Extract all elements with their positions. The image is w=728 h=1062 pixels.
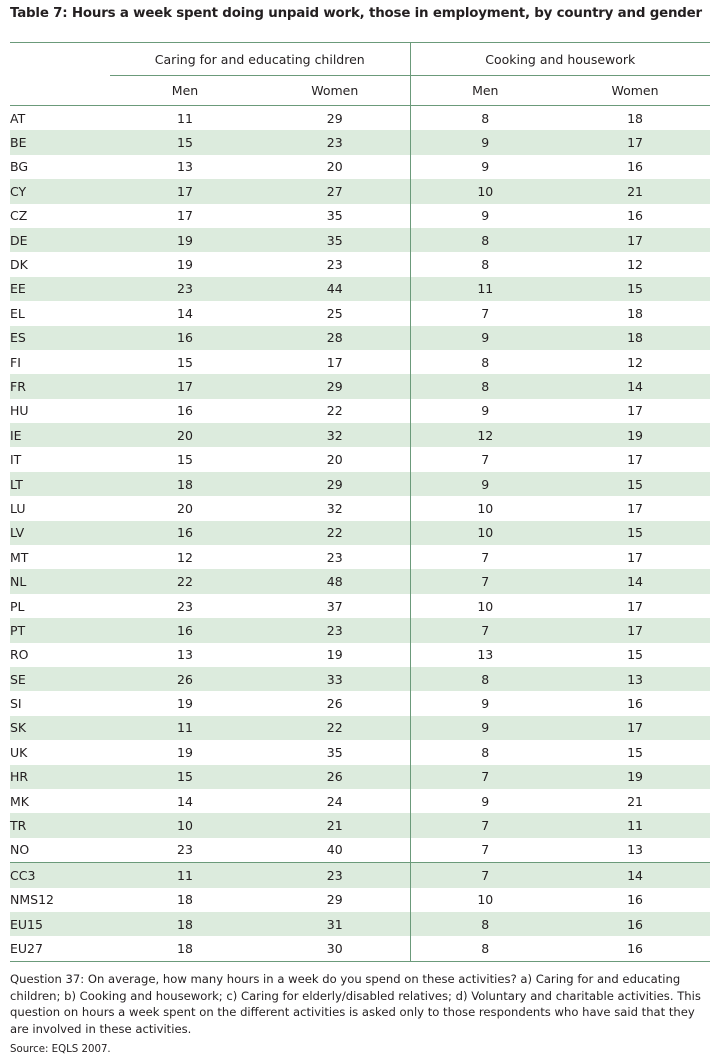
- caring-men-cell: 14: [177, 793, 193, 809]
- sub-header-caring-women: Women: [260, 76, 410, 106]
- table-row: [10, 496, 710, 520]
- caring-women-cell: 22: [326, 403, 343, 419]
- cooking-men-cell: 10: [410, 594, 560, 618]
- cooking-men-cell: 9: [410, 130, 560, 154]
- cooking-men-cell: 9: [410, 399, 560, 423]
- country-cell: SE: [10, 667, 110, 691]
- caring-women-cell: 32: [260, 423, 410, 447]
- table-row: [10, 130, 710, 154]
- cooking-women-cell: 15: [560, 472, 710, 496]
- table-row: [10, 765, 710, 789]
- country-cell: MK: [10, 793, 29, 809]
- country-cell: DK: [10, 257, 28, 273]
- caring-men-cell: 11: [110, 716, 260, 740]
- table-row: [10, 667, 710, 691]
- caring-men-cell: 11: [110, 863, 260, 888]
- cooking-men-cell: 8: [410, 252, 560, 276]
- table-row: [10, 789, 710, 813]
- cooking-men-cell: 7: [410, 838, 560, 863]
- country-cell: BE: [10, 130, 110, 154]
- cooking-men-cell: 7: [410, 863, 560, 888]
- caring-women-cell: 29: [260, 374, 410, 398]
- cooking-men-cell: 10: [410, 521, 560, 545]
- country-cell: NL: [10, 569, 110, 593]
- cooking-women-cell: 12: [627, 257, 643, 273]
- cooking-men-cell: 11: [410, 277, 560, 301]
- country-cell: DE: [10, 228, 110, 252]
- cooking-women-cell: 15: [627, 744, 643, 760]
- cooking-men-cell: 8: [410, 228, 560, 252]
- table-row: [10, 912, 710, 936]
- caring-men-cell: 23: [110, 277, 260, 301]
- country-cell: TR: [10, 813, 110, 837]
- caring-women-cell: 19: [326, 647, 343, 663]
- caring-women-cell: 28: [260, 326, 410, 350]
- cooking-men-cell: 7: [410, 618, 560, 642]
- caring-men-cell: 19: [177, 257, 193, 273]
- country-cell: NO: [10, 842, 30, 858]
- caring-women-cell: 17: [326, 354, 343, 370]
- cooking-women-cell: 11: [560, 813, 710, 837]
- caring-men-cell: 15: [177, 452, 193, 468]
- caring-men-cell: 10: [110, 813, 260, 837]
- caring-women-cell: 37: [326, 598, 343, 614]
- caring-women-cell: 23: [326, 549, 343, 565]
- table-row: [10, 643, 710, 667]
- caring-men-cell: 16: [110, 618, 260, 642]
- country-cell: BG: [10, 159, 29, 175]
- country-cell: HR: [10, 765, 110, 789]
- cooking-men-cell: 10: [410, 179, 560, 203]
- cooking-women-cell: 19: [560, 765, 710, 789]
- country-cell: FR: [10, 374, 110, 398]
- caring-men-cell: 12: [177, 549, 193, 565]
- caring-men-cell: 18: [110, 912, 260, 936]
- caring-women-cell: 29: [326, 892, 343, 908]
- cooking-men-cell: 7: [410, 447, 560, 471]
- table-row: [10, 423, 710, 447]
- cooking-women-cell: 17: [627, 500, 643, 516]
- caring-women-cell: 27: [260, 179, 410, 203]
- cooking-women-cell: 18: [560, 326, 710, 350]
- cooking-women-cell: 13: [560, 667, 710, 691]
- caring-women-cell: 44: [260, 277, 410, 301]
- country-cell: RO: [10, 647, 29, 663]
- country-cell: LV: [10, 521, 110, 545]
- caring-men-cell: 26: [110, 667, 260, 691]
- cooking-men-cell: 9: [410, 789, 560, 813]
- caring-men-cell: 16: [177, 403, 193, 419]
- cooking-men-cell: 8: [410, 106, 560, 131]
- cooking-women-cell: 15: [627, 647, 643, 663]
- caring-men-cell: 15: [110, 130, 260, 154]
- caring-women-cell: 25: [326, 305, 343, 321]
- country-cell: CZ: [10, 208, 28, 224]
- table-row: [10, 618, 710, 642]
- cooking-men-cell: 12: [410, 423, 560, 447]
- table-row: [10, 374, 710, 398]
- sub-header-cooking-women: Women: [560, 76, 710, 106]
- cooking-women-cell: 17: [560, 618, 710, 642]
- country-cell: UK: [10, 744, 28, 760]
- caring-men-cell: 15: [177, 354, 193, 370]
- cooking-women-cell: 14: [560, 569, 710, 593]
- table-row: [10, 106, 710, 131]
- table-row: [10, 888, 710, 912]
- cooking-men-cell: 8: [410, 912, 560, 936]
- country-cell: MT: [10, 549, 29, 565]
- cooking-men-cell: 8: [410, 740, 560, 764]
- cooking-men-cell: 13: [410, 643, 560, 667]
- caring-men-cell: 16: [110, 326, 260, 350]
- cooking-women-cell: 17: [560, 130, 710, 154]
- cooking-men-cell: 10: [410, 496, 560, 520]
- country-cell: SK: [10, 716, 110, 740]
- cooking-men-cell: 9: [410, 155, 560, 179]
- country-cell: IT: [10, 452, 22, 468]
- country-cell: HU: [10, 403, 29, 419]
- footnote: Question 37: On average, how many hours in a week do you spend on these activities? a) Caring for and educating children; b) Cooking and housework; c) Caring for elderly/disabled relatives; d) Voluntary and charitable activities. This question on hours a week spent on the different activities is asked only to those respondents who have said that they are involved in these activities.: [10, 972, 701, 1036]
- caring-women-cell: 31: [260, 912, 410, 936]
- caring-women-cell: 29: [260, 472, 410, 496]
- table-row: [10, 447, 710, 471]
- caring-women-cell: 24: [326, 793, 343, 809]
- caring-women-cell: 22: [260, 521, 410, 545]
- country-cell: EL: [10, 305, 25, 321]
- table-row: [10, 277, 710, 301]
- sub-header-row: [10, 76, 710, 106]
- table-row: [10, 204, 710, 228]
- cooking-women-cell: 19: [560, 423, 710, 447]
- caring-women-cell: 21: [260, 813, 410, 837]
- country-cell: EU27: [10, 936, 110, 961]
- cooking-men-cell: 8: [410, 350, 560, 374]
- country-cell: NMS12: [10, 892, 54, 908]
- caring-women-cell: 35: [260, 228, 410, 252]
- table-row: [10, 545, 710, 569]
- table-row: [10, 228, 710, 252]
- table-row: [10, 252, 710, 276]
- cooking-women-cell: 17: [627, 598, 643, 614]
- caring-women-cell: 23: [260, 130, 410, 154]
- caring-men-cell: 19: [177, 744, 193, 760]
- cooking-women-cell: 15: [560, 521, 710, 545]
- caring-women-cell: 35: [326, 744, 343, 760]
- cooking-women-cell: 17: [560, 716, 710, 740]
- caring-women-cell: 23: [326, 257, 343, 273]
- country-cell: ES: [10, 326, 110, 350]
- cooking-men-cell: 8: [410, 374, 560, 398]
- data-table: [10, 42, 710, 962]
- cooking-women-cell: 14: [560, 863, 710, 888]
- table-row: [10, 936, 710, 961]
- sub-header-caring-men: Men: [110, 76, 260, 106]
- cooking-men-cell: 9: [410, 326, 560, 350]
- country-cell: IE: [10, 423, 110, 447]
- cooking-women-cell: 13: [627, 842, 643, 858]
- country-cell: SI: [10, 696, 22, 712]
- cooking-men-cell: 7: [410, 813, 560, 837]
- caring-men-cell: 20: [110, 423, 260, 447]
- cooking-men-cell: 9: [410, 716, 560, 740]
- cooking-men-cell: 7: [410, 301, 560, 325]
- cooking-men-cell: 8: [410, 936, 560, 961]
- table-body: [10, 106, 710, 962]
- table-row: [10, 863, 710, 888]
- caring-women-cell: 30: [260, 936, 410, 961]
- caring-men-cell: 15: [110, 765, 260, 789]
- country-cell: AT: [10, 110, 26, 126]
- caring-women-cell: 23: [260, 863, 410, 888]
- cooking-men-cell: 9: [410, 472, 560, 496]
- caring-women-cell: 23: [260, 618, 410, 642]
- country-cell: FI: [10, 354, 21, 370]
- country-cell: EE: [10, 277, 110, 301]
- cooking-women-cell: 16: [627, 696, 643, 712]
- caring-men-cell: 16: [110, 521, 260, 545]
- country-cell: CC3: [10, 863, 110, 888]
- cooking-women-cell: 14: [560, 374, 710, 398]
- caring-women-cell: 20: [326, 452, 343, 468]
- country-cell: LT: [10, 472, 110, 496]
- group-header-caring: Caring for and educating children: [110, 43, 410, 76]
- country-cell: PT: [10, 618, 110, 642]
- caring-men-cell: 18: [110, 472, 260, 496]
- caring-women-cell: 22: [260, 716, 410, 740]
- cooking-men-cell: 7: [410, 569, 560, 593]
- table-row: [10, 569, 710, 593]
- cooking-women-cell: 16: [627, 892, 643, 908]
- caring-women-cell: 32: [326, 500, 343, 516]
- country-cell: PL: [10, 598, 25, 614]
- cooking-women-cell: 15: [560, 277, 710, 301]
- table-row: [10, 179, 710, 203]
- cooking-men-cell: 9: [410, 204, 560, 228]
- table-row: [10, 740, 710, 764]
- table-row: [10, 155, 710, 179]
- cooking-women-cell: 17: [560, 228, 710, 252]
- caring-men-cell: 17: [177, 208, 193, 224]
- cooking-men-cell: 9: [410, 691, 560, 715]
- caring-women-cell: 26: [260, 765, 410, 789]
- cooking-women-cell: 21: [560, 179, 710, 203]
- source-note: Source: EQLS 2007.: [10, 1044, 111, 1055]
- caring-women-cell: 33: [260, 667, 410, 691]
- table-row: [10, 399, 710, 423]
- cooking-women-cell: 16: [560, 936, 710, 961]
- table-title: Table 7: Hours a week spent doing unpaid work, those in employment, by country and gender: [10, 6, 702, 21]
- cooking-women-cell: 17: [627, 452, 643, 468]
- cooking-women-cell: 16: [627, 208, 643, 224]
- caring-men-cell: 11: [177, 110, 193, 126]
- table-row: [10, 326, 710, 350]
- table-row: [10, 521, 710, 545]
- caring-men-cell: 22: [110, 569, 260, 593]
- caring-men-cell: 14: [177, 305, 193, 321]
- corner-cell: [10, 76, 110, 106]
- country-cell: LU: [10, 500, 26, 516]
- country-cell: EU15: [10, 912, 110, 936]
- caring-women-cell: 29: [326, 110, 343, 126]
- cooking-men-cell: 10: [410, 888, 560, 912]
- cooking-women-cell: 17: [627, 403, 643, 419]
- caring-men-cell: 18: [110, 936, 260, 961]
- cooking-women-cell: 18: [627, 305, 643, 321]
- table-row: [10, 813, 710, 837]
- cooking-women-cell: 16: [627, 159, 643, 175]
- caring-men-cell: 20: [177, 500, 193, 516]
- cooking-men-cell: 8: [410, 667, 560, 691]
- corner-cell: [10, 43, 110, 76]
- table-row: [10, 716, 710, 740]
- table-row: [10, 838, 710, 863]
- caring-women-cell: 48: [260, 569, 410, 593]
- caring-men-cell: 17: [110, 179, 260, 203]
- caring-men-cell: 19: [110, 228, 260, 252]
- caring-men-cell: 23: [177, 842, 193, 858]
- group-header-row: [10, 43, 710, 76]
- cooking-men-cell: 7: [410, 545, 560, 569]
- table-row: [10, 472, 710, 496]
- group-header-cooking: Cooking and housework: [410, 43, 710, 76]
- country-cell: CY: [10, 179, 110, 203]
- sub-header-cooking-men: Men: [410, 76, 560, 106]
- caring-women-cell: 40: [326, 842, 343, 858]
- cooking-women-cell: 12: [627, 354, 643, 370]
- caring-men-cell: 13: [177, 647, 193, 663]
- caring-men-cell: 17: [110, 374, 260, 398]
- cooking-women-cell: 17: [627, 549, 643, 565]
- cooking-women-cell: 21: [627, 793, 643, 809]
- caring-men-cell: 18: [177, 892, 193, 908]
- caring-women-cell: 35: [326, 208, 343, 224]
- caring-men-cell: 19: [177, 696, 193, 712]
- cooking-men-cell: 7: [410, 765, 560, 789]
- table-row: [10, 594, 710, 618]
- caring-men-cell: 13: [177, 159, 193, 175]
- caring-women-cell: 26: [326, 696, 343, 712]
- cooking-women-cell: 18: [627, 110, 643, 126]
- cooking-women-cell: 16: [560, 912, 710, 936]
- table-row: [10, 350, 710, 374]
- caring-women-cell: 20: [326, 159, 343, 175]
- caring-men-cell: 23: [177, 598, 193, 614]
- table-row: [10, 691, 710, 715]
- table-row: [10, 301, 710, 325]
